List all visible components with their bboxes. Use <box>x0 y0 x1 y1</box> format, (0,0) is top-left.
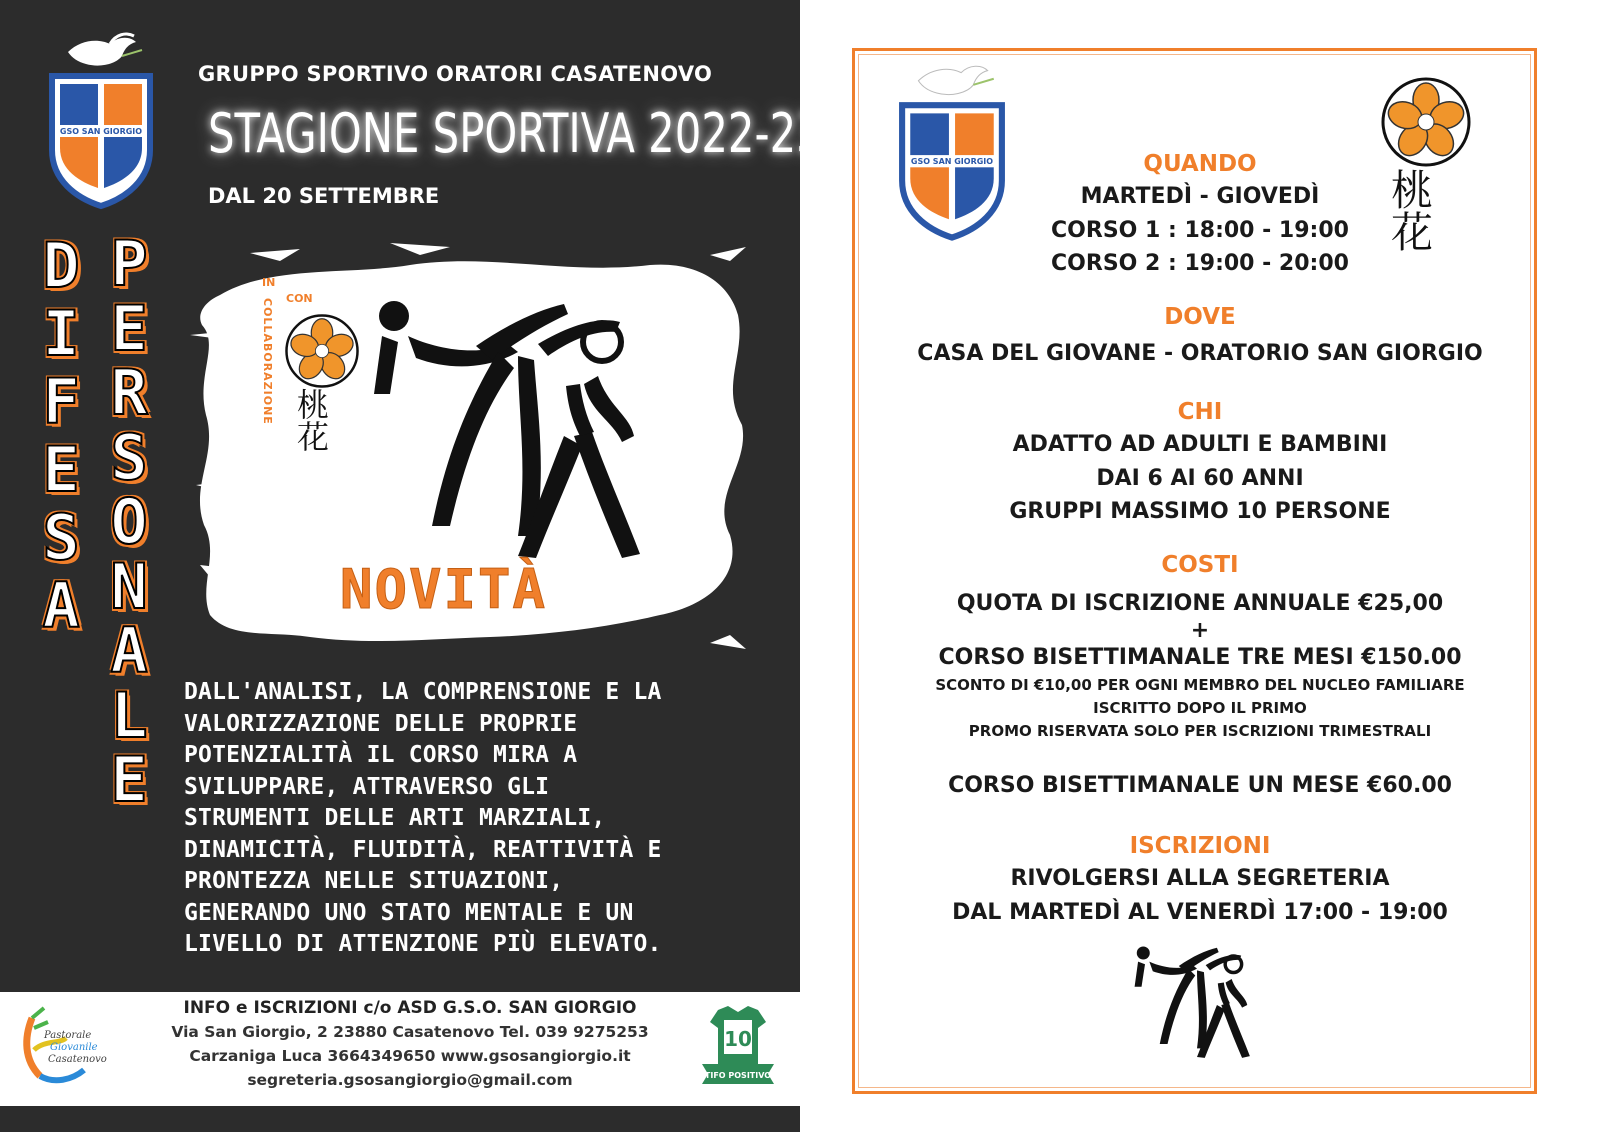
dove-icon <box>918 66 993 94</box>
footer-bottom-strip <box>0 1106 800 1132</box>
costs-three-months: CORSO BISETTIMANALE TRE MESI €150.00 <box>938 644 1462 670</box>
who-line-3: GRUPPI MASSIMO 10 PERSONE <box>1009 499 1391 524</box>
registrations-line-1: RIVOLGERSI ALLA SEGRETERIA <box>1010 866 1390 891</box>
start-date: DAL 20 SETTEMBRE <box>208 184 440 208</box>
vertical-letter: E <box>110 291 148 365</box>
description-line: STRUMENTI DELLE ARTI MARZIALI, <box>184 805 606 831</box>
kanji-text: 桃花 <box>1385 168 1434 252</box>
martial-arts-fighters-icon <box>368 296 668 576</box>
vertical-letter: A <box>110 614 148 687</box>
footer-address: Via San Giorgio, 2 23880 Casatenovo Tel. 039 9275253 <box>171 1023 649 1041</box>
vertical-letter: E <box>42 433 80 506</box>
where-place: CASA DEL GIOVANE - ORATORIO SAN GIORGIO <box>917 341 1483 366</box>
novita-label: NOVITÀ <box>340 558 548 621</box>
footer-email[interactable]: segreteria.gsosangiorgio@gmail.com <box>247 1071 573 1089</box>
tifo-number: 10 <box>724 1027 752 1051</box>
where-heading: DOVE <box>1164 304 1236 330</box>
organization-name: GRUPPO SPORTIVO ORATORI CASATENOVO <box>198 62 713 86</box>
kanji-text: 桃花 <box>292 388 330 452</box>
pastorale-giovanile-logo <box>14 998 114 1088</box>
pastorale-logo-text: Pastorale <box>44 1030 92 1041</box>
svg-text:Giovanile: Giovanile <box>50 1042 98 1053</box>
gso-crest-logo <box>46 30 156 210</box>
registrations-heading: ISCRIZIONI <box>1129 833 1271 859</box>
costs-discount-3: PROMO RISERVATA SOLO PER ISCRIZIONI TRIMESTRALI <box>968 722 1432 740</box>
vertical-word-personale <box>98 227 160 816</box>
who-section <box>880 396 1520 529</box>
dove-icon <box>68 34 142 66</box>
vertical-letter: I <box>42 297 80 370</box>
when-days: MARTEDÌ - GIOVEDÌ <box>1080 184 1320 209</box>
vertical-word-difesa <box>30 229 92 642</box>
vertical-letter: O <box>110 485 148 558</box>
vertical-letter: S <box>42 501 80 574</box>
season-title: STAGIONE SPORTIVA 2022-23 <box>208 102 823 165</box>
costs-discount-2: ISCRITTO DOPO IL PRIMO <box>1093 699 1307 717</box>
description-line: DINAMICITÀ, FLUIDITÀ, REATTIVITÀ E <box>184 836 662 863</box>
description-line: SVILUPPARE, ATTRAVERSO GLI <box>184 773 550 800</box>
when-course-2: CORSO 2 : 19:00 - 20:00 <box>1051 251 1349 276</box>
when-heading: QUANDO <box>1143 151 1257 177</box>
svg-text:Casatenovo: Casatenovo <box>48 1054 107 1065</box>
description-line: LIVELLO DI ATTENZIONE PIÙ ELEVATO. <box>184 931 662 957</box>
description-line: GENERANDO UNO STATO MENTALE E UN <box>184 899 634 926</box>
tifo-label: TIFO POSITIVO <box>704 1071 772 1080</box>
crest-label: GSO SAN GIORGIO <box>59 127 143 136</box>
vertical-letter: S <box>110 420 148 494</box>
footer-contact-info <box>140 996 680 1092</box>
who-heading: CHI <box>1177 399 1223 425</box>
vertical-letter: N <box>110 549 148 623</box>
vertical-letter: P <box>110 227 148 300</box>
description-line: VALORIZZAZIONE DELLE PROPRIE <box>184 710 578 737</box>
costs-section <box>880 549 1520 803</box>
costs-heading: COSTI <box>1161 552 1239 578</box>
martial-arts-fighters-icon <box>1132 940 1262 1070</box>
costs-annual-fee: QUOTA DI ISCRIZIONE ANNUALE €25,00 <box>956 591 1444 616</box>
when-course-1: CORSO 1 : 18:00 - 19:00 <box>1051 217 1349 243</box>
registrations-line-2: DAL MARTEDÌ AL VENERDÌ 17:00 - 19:00 <box>952 899 1448 925</box>
description-line: DALL'ANALISI, LA COMPRENSIONE E LA <box>184 679 662 705</box>
when-section <box>880 148 1520 281</box>
vertical-letter: F <box>42 365 80 438</box>
registrations-section <box>880 830 1520 929</box>
who-line-2: DAI 6 AI 60 ANNI <box>1096 465 1304 491</box>
where-section <box>880 301 1520 371</box>
costs-plus: + <box>1190 617 1210 643</box>
vertical-letter: L <box>110 678 148 752</box>
collab-con: CON <box>286 292 313 305</box>
costs-discount-1: SCONTO DI €10,00 PER OGNI MEMBRO DEL NUCLEO FAMILIARE <box>935 676 1465 694</box>
vertical-letter: D <box>42 229 80 302</box>
course-description <box>184 677 764 961</box>
collab-word: COLLABORAZIONE <box>261 298 274 425</box>
crest-label: GSO SAN GIORGIO <box>910 157 994 166</box>
footer-title: INFO e ISCRIZIONI c/o ASD G.S.O. SAN GIORGIO <box>183 998 637 1018</box>
who-line-1: ADATTO AD ADULTI E BAMBINI <box>1012 432 1388 457</box>
tifo-positivo-badge <box>700 1004 776 1088</box>
vertical-letter: E <box>110 743 148 816</box>
collab-in: IN <box>262 276 276 289</box>
footer-contact[interactable]: Carzaniga Luca 3664349650 www.gsosangiorgio.it <box>189 1047 631 1065</box>
description-line: PRONTEZZA NELLE SITUAZIONI, <box>184 868 564 894</box>
peach-blossom-logo <box>284 313 360 389</box>
vertical-letter: R <box>110 356 148 429</box>
vertical-letter: A <box>42 569 80 642</box>
description-line: POTENZIALITÀ IL CORSO MIRA A <box>184 742 578 768</box>
costs-one-month: CORSO BISETTIMANALE UN MESE €60.00 <box>948 773 1452 798</box>
